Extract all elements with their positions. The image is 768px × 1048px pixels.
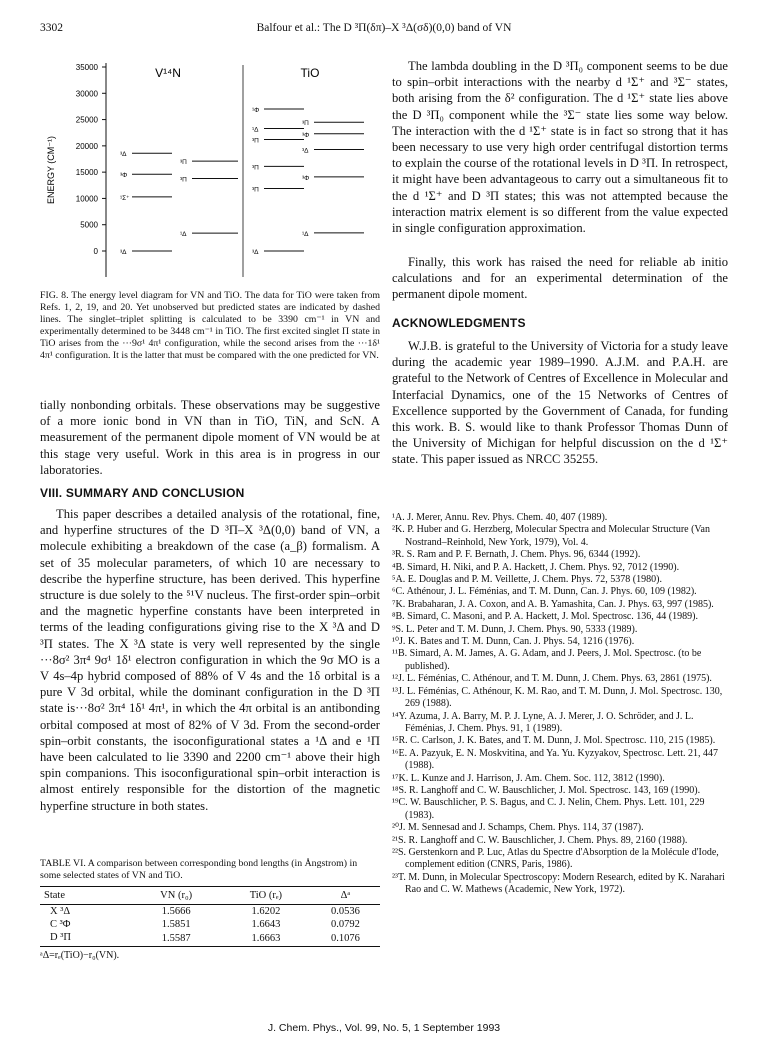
figure-caption: FIG. 8. The energy level diagram for VN and TiO. The data for TiO were taken from Refs. 1, 2, 19, and 20. Yet unobserved but predicted states are indicated by dashed lines. The singlet–triplet splitting is calculated to be 3390 cm⁻¹ in VN and experimentally determined to be 3448 cm⁻¹ in TiO. The first excited singlet Π state in TiO arises from the ···9σ¹ 4π¹ configuration, while the second arises from the ···1δ¹ 4π¹ configuration. It is the latter that must be compared with the one predicted for VN. [40,290,380,362]
reference-item: ²³T. M. Dunn, in Molecular Spectroscopy: Modern Research, edited by K. Narahari Rao and C. W. Mathews (Academic, New York, 1972). [392,871,725,896]
table-row [40,931,380,947]
level-label: ³Δ [252,249,259,256]
table-cell: 1.5666 [161,906,191,917]
table-header: State [44,890,65,901]
table-caption: TABLE VI. A comparison between corresponding bond lengths (in Ångstrom) in some selected states of VN and TiO. [40,858,358,882]
level-label: ³Φ [302,131,310,139]
table-cell: 1.6663 [251,933,281,944]
reference-item: ¹²J. L. Féménias, C. Athénour, and T. M. Dunn, J. Chem. Phys. 63, 2861 (1975). [392,673,712,685]
reference-item: ¹⁴Y. Azuma, J. A. Barry, M. P. J. Lyne, A. J. Merer, J. O. Schröder, and J. L. Féménias, J. Chem. Phys. 91, 1 (1989). [392,710,694,734]
y-tick-label: 25000 [75,115,98,125]
reference-item: ⁹S. L. Peter and T. M. Dunn, J. Chem. Phys. 90, 5333 (1989). [392,623,638,635]
y-tick-label: 20000 [75,141,98,151]
table-cell: 1.6643 [251,919,281,930]
reference-item: ⁶C. Athénour, J. L. Féménias, and T. M. Dunn, Can. J. Phys. 60, 109 (1982). [392,586,697,598]
y-tick-label: 35000 [75,63,98,72]
y-tick-label: 5000 [80,220,98,230]
reference-item: ²⁰J. M. Sennesad and J. Schamps, Chem. Phys. 114, 37 (1987). [392,822,644,834]
reference-item: ⁸B. Simard, C. Masoni, and P. A. Hackett, J. Mol. Spectrosc. 136, 44 (1989). [392,611,698,623]
acknowledgments-text: W.J.B. is grateful to the University of Victoria for a study leave during the academic year 1989–1990. A.J.M. and P.A.H. are grateful to the Network of Centres of Excellence in Molecular and Interfacial Dynamics, one of the 15 Networks of Centres of Excellence supported by the Government of Canada, for funding this work. B. S. would like to thank Professor Thomas Dunn of the University of Michigan for helpful discussion on the d ¹Σ⁺ state. This paper issued as NRCC 35255. [392,339,728,467]
level-label: ³Φ [302,174,310,182]
reference-item: ²¹S. R. Langhoff and C. W. Bauschlicher, J. Chem. Phys. 89, 2160 (1988). [392,834,688,846]
table-row [40,918,380,931]
reference-item: ²²S. Gerstenkorn and P. Luc, Atlas du Spectre d'Absorption de la Molécule d'Iode, complement edition (CNRS, Paris, 1986). [392,846,719,871]
level-label: ¹Δ [252,126,259,134]
summary-paragraph: This paper describes a detailed analysis of the rotational, fine, and hyperfine structures of the D ³Π–X ³Δ(0,0) band of VN, a molecule exhibiting a breakdown of the case (a_β) formalism. A set of 35 molecular parameters, of which 10 are necessary to describe the hyperfine structure, has been derived. This hyperfine structure is due solely to the ⁵¹V nucleus. The first-order spin–orbit and the magnetic hyperfine constants have been interpreted in terms of the leading configurations giving rise to the X ³Δ and D ³Π states. The X ³Δ state is very well represented by the single ···8σ² 3π⁴ 9σ¹ 1δ¹ electron configuration in which the 9σ MO is a V 4s–4p hybrid composed of 88% of V 4s and the 1δ orbital is a pure V 3d orbital, while the dominant configuration in the D ³Π state is···8σ² 3π⁴ 1δ¹ 4π¹, in which the 4π orbital is an antibonding orbital composed at most of 82% of V 3d. From the second-order spin–orbit constants, the isoconfigurational states a ¹Δ and e ¹Π have been calculated to lie 3390 and 2200 cm⁻¹ above their high spin companions. This isoconfigurational spin–orbit interaction is almost entirely responsible for the distortion of the magnetic hyperfine structure in both states. [40,507,380,813]
table-header: Δᵃ [340,890,351,901]
reference-item: ⁷K. Brabaharan, J. A. Coxon, and A. B. Yamashita, Can. J. Phys. 63, 997 (1985). [392,598,714,610]
energy-level-diagram [40,55,380,283]
table-cell: 1.5851 [161,919,191,930]
reference-item: ⁴B. Simard, H. Niki, and P. A. Hackett, J. Chem. Phys. 92, 7012 (1990). [392,561,680,573]
reference-item: ¹⁵R. C. Carlson, J. K. Bates, and T. M. Dunn, J. Mol. Spectrosc. 110, 215 (1985). [392,735,716,747]
reference-item: ¹⁶E. A. Pazyuk, E. N. Moskvitina, and Ya. Yu. Kyzyakov, Spectrosc. Lett. 21, 447 (1988). [392,747,718,772]
table-cell: 0.0792 [331,919,360,930]
y-tick-label: 30000 [75,89,98,99]
acknowledgments-heading: ACKNOWLEDGMENTS [392,316,526,330]
running-title: Balfour et al.: The D ³Π(δπ)–X ³Δ(σδ)(0,0) band of VN [256,22,512,34]
table-cell: X ³Δ [50,906,71,917]
reference-item: ¹⁷K. L. Kunze and J. Harrison, J. Am. Chem. Soc. 112, 3812 (1990). [392,772,665,784]
reference-item: ⁵A. E. Douglas and P. M. Veillette, J. Chem. Phys. 72, 5378 (1980). [392,574,662,586]
table-vi [40,886,380,961]
level-label: ³Π [252,186,259,194]
journal-footer: J. Chem. Phys., Vol. 99, No. 5, 1 September 1993 [267,1022,501,1034]
level-label: ³Δ [120,151,127,159]
panel-name-vn: V¹⁴N [155,66,181,80]
level-label: ³Π [180,176,187,184]
level-label: ¹Σ⁺ [120,194,130,202]
reference-item: ³R. S. Ram and P. F. Bernath, J. Chem. Phys. 96, 6344 (1992). [392,549,641,561]
section-heading-summary: VIII. SUMMARY AND CONCLUSION [40,486,245,500]
level-label: ¹Δ [302,230,309,238]
table-cell: 0.1076 [331,933,360,944]
level-label: ¹Φ [252,107,260,115]
level-label: ³Π [252,137,259,145]
table-cell: C ³Φ [50,919,71,930]
y-tick-label: 10000 [75,194,98,204]
paragraph-finally: Finally, this work has raised the need for reliable ab initio calculations and for an experimental determination of the permanent dipole moment. [392,255,728,302]
level-label: ³Π [252,164,259,172]
y-tick-label: 15000 [75,168,98,178]
level-label: ¹Δ [180,231,187,239]
paragraph-lambda-doubling: The lambda doubling in the D ³Π₀ component seems to be due to spin–orbit interactions with the nearby d ¹Σ⁺ and ³Σ⁻ states, both arising from the δ² configuration. The d ¹Σ⁺ state lies above the D ³Π₀ component while the ³Σ⁻ state lies some way below. The interaction with the d ¹Σ⁺ state is in fact so strong that it has been necessary to use very high order centrifugal distortion terms to explain the course of the rotational levels in D ³Π. In retrospect, it might have been advantageous to carry out a simultaneous fit to the d ¹Σ⁺ and D ³Π states; this was not attempted because the interaction matrix element is so different from the value expected in single configuration approximation. [392,59,728,236]
level-label: ³Π [180,159,187,167]
paragraph-continued: tially nonbonding orbitals. These observations may be suggestive of a more ionic bond in VN than in TiO, TiN, and ScN. A measurement of the permanent dipole moment of VN would be at this stage very useful. Work in this area is in progress in our laboratories. [40,398,380,477]
table-cell: 1.6202 [251,906,281,917]
table-header: VN (r₀) [160,890,193,901]
table-row [40,905,380,919]
table-header: TiO (rₑ) [249,890,283,901]
reference-item: ¹¹B. Simard, A. M. James, A. G. Adam, and J. Peers, J. Mol. Spectrosc. (to be published). [392,648,702,672]
y-tick-label: 0 [93,247,98,256]
reference-item: ¹A. J. Merer, Annu. Rev. Phys. Chem. 40, 407 (1989). [392,512,608,523]
table-cell: 0.0536 [331,906,360,917]
y-axis-label: ENERGY (CM⁻¹) [46,135,56,205]
reference-item: ¹⁰J. K. Bates and T. M. Dunn, Can. J. Phys. 54, 1216 (1976). [392,636,635,648]
level-label: ³Δ [302,147,309,155]
energy-levels [120,107,364,256]
reference-item: ¹⁸S. R. Langhoff and C. W. Bauschlicher, J. Mol. Spectrosc. 143, 169 (1990). [392,784,701,796]
table-cell: 1.5587 [161,933,191,944]
level-label: ³Π [302,120,309,128]
panel-name-tio: TiO [300,66,320,80]
table-cell: D ³Π [50,932,71,943]
level-label: ³Φ [120,172,128,180]
reference-item: ²K. P. Huber and G. Herzberg, Molecular Spectra and Molecular Structure (Van Nostrand–Reinhold, New York, 1979), Vol. 4. [392,524,710,548]
reference-item: ¹³J. L. Féménias, C. Athénour, K. M. Rao, and T. M. Dunn, J. Mol. Spectrosc. 130, 269 (1988). [392,685,723,710]
references-list [392,512,728,897]
y-ticks [76,63,106,256]
reference-item: ¹⁹C. W. Bauschlicher, P. S. Bagus, and C. J. Nelin, Chem. Phys. Lett. 101, 229 (1983). [392,797,705,821]
table-footnote: ᵃΔ=rₑ(TiO)−r₀(VN). [40,950,120,961]
page-number: 3302 [40,22,63,34]
level-label: ³Δ [120,249,127,256]
